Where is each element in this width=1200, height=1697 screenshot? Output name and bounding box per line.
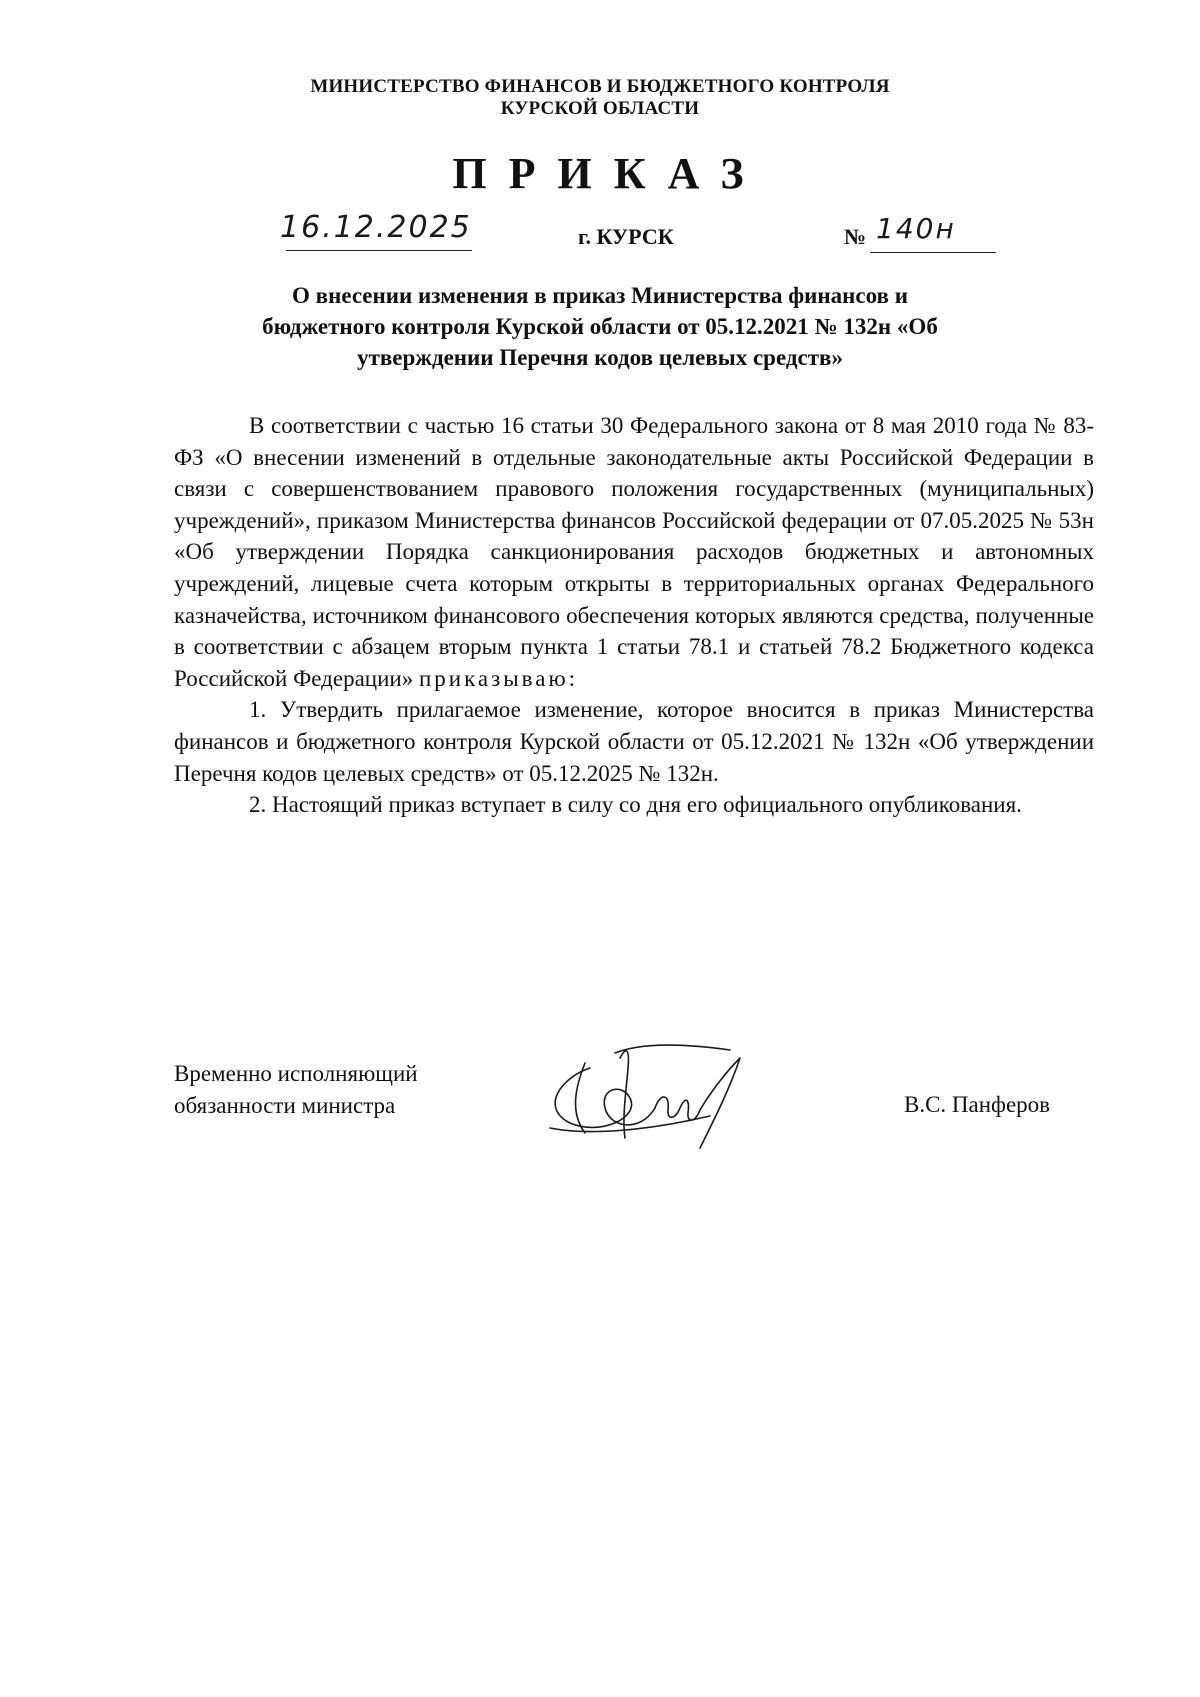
org-line-1: МИНИСТЕРСТВО ФИНАНСОВ И БЮДЖЕТНОГО КОНТРОЛЯ (310, 76, 890, 97)
preamble-text: В соответствии с частью 16 статьи 30 Федерального закона от 8 мая 2010 года № 83-ФЗ «О внесении изменений в отдельные законодательные акты Российской Федерации в связи с совершенствованием правового положения государственных (муниципальных) учреждений», приказом Министерства финансов Российской федерации от 07.05.2025 № 53н «Об утверждении Порядка санкционирования расходов бюджетных и автономных учреждений, лицевые счета которым открыты в территориальных органах Федерального казначейства, источником финансового обеспечения которых являются средства, полученные в соответствии с абзацем вторым пункта 1 статьи 78.1 и статьей 78.2 Бюджетного кодекса Российской Федерации» (174, 413, 1094, 691)
role-line-1: Временно исполняющий (174, 1061, 418, 1086)
order-city: г. КУРСК (578, 224, 674, 249)
heading-line-2: бюджетного контроля Курской области от 05.12.2021 № 132н «Об (262, 314, 938, 339)
handwritten-signature-icon (530, 1038, 770, 1158)
heading-line-1: О внесении изменения в приказ Министерства финансов и (292, 283, 908, 308)
role-line-2: обязанности министра (174, 1093, 396, 1118)
order-date: 16.12.2025 (280, 210, 472, 245)
order-heading (200, 280, 1000, 373)
organization-header (0, 76, 1200, 120)
order-word: приказываю: (418, 665, 579, 691)
date-underline (286, 250, 472, 251)
number-underline (870, 252, 996, 253)
heading-line-3: утверждении Перечня кодов целевых средств» (357, 345, 843, 370)
item-2-paragraph: 2. Настоящий приказ вступает в силу со дня его официального опубликования. (249, 792, 1022, 818)
item-1-paragraph: 1. Утвердить прилагаемое изменение, которое вносится в приказ Министерства финансов и бюджетного контроля Курской области от 05.12.2021 № 132н «Об утверждении Перечня кодов целевых средств» от 05.12.2025 № 132н. (174, 697, 1094, 786)
document-title: ПРИКАЗ (452, 149, 766, 198)
number-sign: № (844, 224, 867, 249)
order-number: 140н (876, 212, 956, 245)
order-body (174, 410, 1094, 821)
signatory-role (174, 1058, 418, 1122)
org-line-2: КУРСКОЙ ОБЛАСТИ (500, 98, 700, 119)
preamble-paragraph (174, 410, 1094, 694)
signatory-name: В.С. Панферов (904, 1092, 1051, 1117)
